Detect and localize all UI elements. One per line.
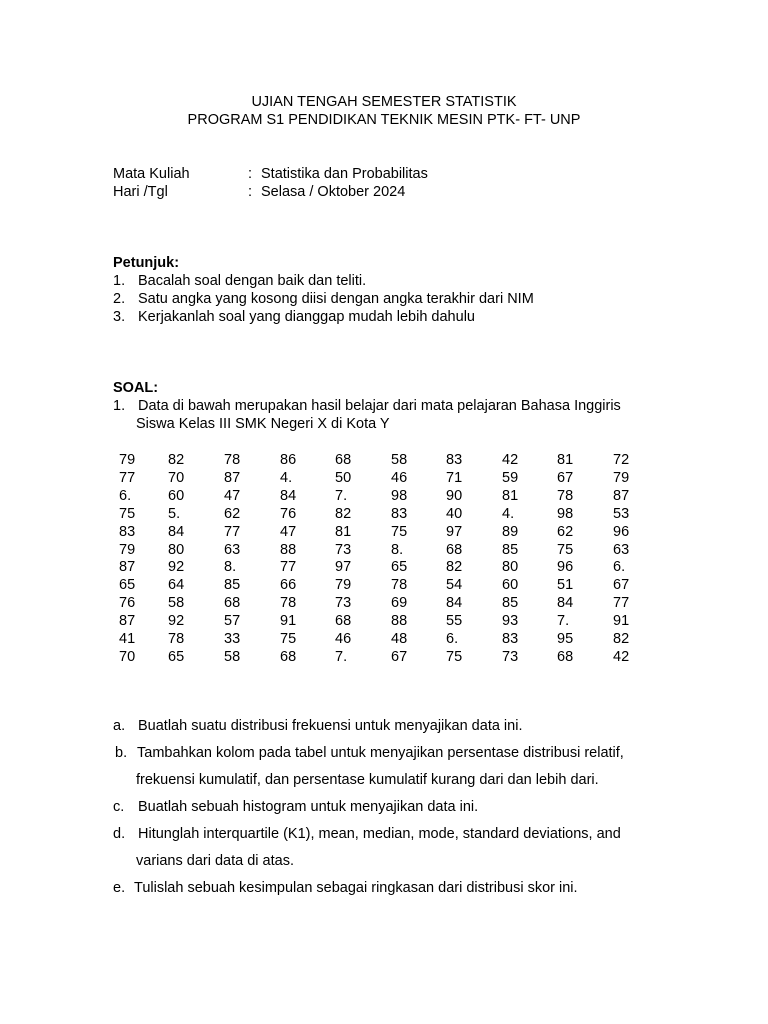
data-cell: 90 <box>446 487 463 504</box>
data-cell: 33 <box>224 631 241 647</box>
data-cell: 96 <box>557 559 574 576</box>
data-cell: 83 <box>446 452 463 468</box>
data-cell: 82 <box>168 452 185 468</box>
data-cell: 73 <box>335 595 352 612</box>
data-cell: 84 <box>168 523 185 540</box>
question-text-line1: Data di bawah merupakan hasil belajar dari mata pelajaran Bahasa Inggiris <box>138 398 621 414</box>
data-cell: 88 <box>391 613 408 630</box>
data-cell: 85 <box>224 577 241 594</box>
data-cell: 75 <box>280 631 297 647</box>
data-cell: 69 <box>391 595 408 612</box>
data-cell: 87 <box>613 487 630 504</box>
data-cell: 4. <box>280 469 293 486</box>
data-cell: 84 <box>446 595 463 612</box>
data-cell: 46 <box>335 631 352 647</box>
data-cell: 75 <box>391 523 408 540</box>
question-number: 1. <box>113 398 126 414</box>
data-cell: 78 <box>557 487 574 504</box>
data-cell: 87 <box>119 613 136 630</box>
data-cell: 96 <box>613 523 630 540</box>
data-cell: 83 <box>502 631 519 647</box>
instruction-text: Bacalah soal dengan baik dan teliti. <box>138 273 367 289</box>
data-cell: 65 <box>168 648 185 665</box>
data-cell: 47 <box>280 523 297 540</box>
data-cell: 42 <box>502 452 519 468</box>
task-text: Tambahkan kolom pada tabel untuk menyajikan persentase distribusi relatif, <box>137 745 624 761</box>
data-cell: 95 <box>557 631 574 647</box>
instruction-number: 1. <box>113 273 126 289</box>
data-cell: 71 <box>446 469 463 486</box>
data-cell: 83 <box>119 523 136 540</box>
data-cell: 68 <box>280 648 297 665</box>
exam-title: UJIAN TENGAH SEMESTER STATISTIK <box>251 94 517 110</box>
data-cell: 78 <box>391 577 408 594</box>
data-cell: 53 <box>613 505 630 522</box>
data-cell: 78 <box>168 631 185 647</box>
task-letter: b. <box>115 745 128 761</box>
data-cell: 78 <box>224 452 241 468</box>
task-letter: c. <box>113 799 125 815</box>
data-cell: 68 <box>335 452 352 468</box>
data-cell: 79 <box>119 452 136 468</box>
course-separator: : <box>248 166 253 182</box>
data-cell: 62 <box>557 523 574 540</box>
data-cell: 68 <box>446 541 463 558</box>
data-cell: 67 <box>557 469 574 486</box>
data-cell: 58 <box>391 452 408 468</box>
data-cell: 97 <box>335 559 352 576</box>
data-cell: 60 <box>502 577 519 594</box>
data-cell: 51 <box>557 577 574 594</box>
data-cell: 73 <box>335 541 352 558</box>
data-cell: 65 <box>391 559 408 576</box>
data-cell: 8. <box>224 559 237 576</box>
date-separator: : <box>248 184 253 200</box>
data-cell: 77 <box>224 523 241 540</box>
data-cell: 46 <box>391 469 408 486</box>
data-cell: 8. <box>391 541 404 558</box>
program-title: PROGRAM S1 PENDIDIKAN TEKNIK MESIN PTK- FT- UNP <box>187 112 581 128</box>
data-cell: 98 <box>391 487 408 504</box>
data-cell: 84 <box>280 487 297 504</box>
data-cell: 58 <box>224 648 241 665</box>
data-cell: 55 <box>446 613 463 630</box>
data-cell: 50 <box>335 469 352 486</box>
data-cell: 84 <box>557 595 574 612</box>
data-cell: 7. <box>335 487 348 504</box>
data-cell: 67 <box>391 648 408 665</box>
course-value: Statistika dan Probabilitas <box>261 166 428 182</box>
instructions-heading: Petunjuk: <box>113 255 180 271</box>
data-cell: 77 <box>119 469 136 486</box>
data-cell: 73 <box>502 648 519 665</box>
data-cell: 83 <box>391 505 408 522</box>
data-cell: 81 <box>557 452 574 468</box>
data-cell: 65 <box>119 577 136 594</box>
task-text: Hitunglah interquartile (K1), mean, median, mode, standard deviations, and <box>138 826 621 842</box>
data-cell: 98 <box>557 505 574 522</box>
data-cell: 42 <box>613 648 630 665</box>
data-cell: 76 <box>280 505 297 522</box>
data-cell: 4. <box>502 505 515 522</box>
task-text: Tulislah sebuah kesimpulan sebagai ringkasan dari distribusi skor ini. <box>134 880 578 896</box>
data-cell: 82 <box>335 505 352 522</box>
data-cell: 79 <box>335 577 352 594</box>
data-cell: 79 <box>613 469 630 486</box>
data-cell: 85 <box>502 595 519 612</box>
task-text: Buatlah sebuah histogram untuk menyajikan data ini. <box>138 799 479 815</box>
data-cell: 75 <box>557 541 574 558</box>
data-cell: 89 <box>502 523 519 540</box>
instruction-number: 3. <box>113 309 126 325</box>
data-cell: 92 <box>168 613 185 630</box>
data-cell: 63 <box>613 541 630 558</box>
date-label: Hari /Tgl <box>113 184 168 200</box>
task-letter: a. <box>113 718 126 734</box>
task-letter: e. <box>113 880 126 896</box>
data-cell: 54 <box>446 577 463 594</box>
data-cell: 63 <box>224 541 241 558</box>
questions-heading: SOAL: <box>113 380 159 396</box>
data-cell: 66 <box>280 577 297 594</box>
course-label: Mata Kuliah <box>113 166 190 182</box>
instruction-text: Satu angka yang kosong diisi dengan angka terakhir dari NIM <box>138 291 534 307</box>
data-cell: 82 <box>446 559 463 576</box>
data-cell: 64 <box>168 577 185 594</box>
task-text-continued: varians dari data di atas. <box>136 853 294 869</box>
data-cell: 40 <box>446 505 463 522</box>
data-cell: 81 <box>335 523 352 540</box>
question-text-line2: Siswa Kelas III SMK Negeri X di Kota Y <box>136 416 390 432</box>
task-text-continued: frekuensi kumulatif, dan persentase kumulatif kurang dari dan lebih dari. <box>136 772 599 788</box>
data-cell: 62 <box>224 505 241 522</box>
data-cell: 75 <box>119 505 136 522</box>
data-cell: 68 <box>557 648 574 665</box>
data-cell: 86 <box>280 452 297 468</box>
data-cell: 76 <box>119 595 136 612</box>
data-cell: 41 <box>119 631 136 647</box>
data-cell: 7. <box>335 648 348 665</box>
data-cell: 85 <box>502 541 519 558</box>
data-cell: 70 <box>119 648 136 665</box>
data-cell: 57 <box>224 613 241 630</box>
data-cell: 77 <box>613 595 630 612</box>
data-cell: 72 <box>613 452 630 468</box>
data-cell: 80 <box>168 541 185 558</box>
data-cell: 97 <box>446 523 463 540</box>
data-cell: 80 <box>502 559 519 576</box>
data-cell: 81 <box>502 487 519 504</box>
data-cell: 91 <box>280 613 297 630</box>
data-cell: 91 <box>613 613 630 630</box>
data-cell: 68 <box>224 595 241 612</box>
data-cell: 47 <box>224 487 241 504</box>
data-cell: 48 <box>391 631 408 647</box>
data-cell: 6. <box>119 487 132 504</box>
instruction-text: Kerjakanlah soal yang dianggap mudah lebih dahulu <box>138 309 475 325</box>
data-cell: 88 <box>280 541 297 558</box>
data-cell: 93 <box>502 613 519 630</box>
data-cell: 68 <box>335 613 352 630</box>
data-cell: 5. <box>168 505 181 522</box>
data-cell: 92 <box>168 559 185 576</box>
data-cell: 6. <box>446 631 459 647</box>
data-cell: 60 <box>168 487 185 504</box>
task-text: Buatlah suatu distribusi frekuensi untuk menyajikan data ini. <box>138 718 523 734</box>
data-cell: 77 <box>280 559 297 576</box>
data-cell: 6. <box>613 559 626 576</box>
data-cell: 87 <box>119 559 136 576</box>
date-value: Selasa / Oktober 2024 <box>261 184 406 200</box>
data-cell: 70 <box>168 469 185 486</box>
data-cell: 59 <box>502 469 519 486</box>
task-letter: d. <box>113 826 126 842</box>
data-cell: 75 <box>446 648 463 665</box>
data-cell: 7. <box>557 613 570 630</box>
data-cell: 87 <box>224 469 241 486</box>
data-cell: 67 <box>613 577 630 594</box>
data-cell: 78 <box>280 595 297 612</box>
data-cell: 58 <box>168 595 185 612</box>
instruction-number: 2. <box>113 291 126 307</box>
data-cell: 82 <box>613 631 630 647</box>
data-cell: 79 <box>119 541 136 558</box>
